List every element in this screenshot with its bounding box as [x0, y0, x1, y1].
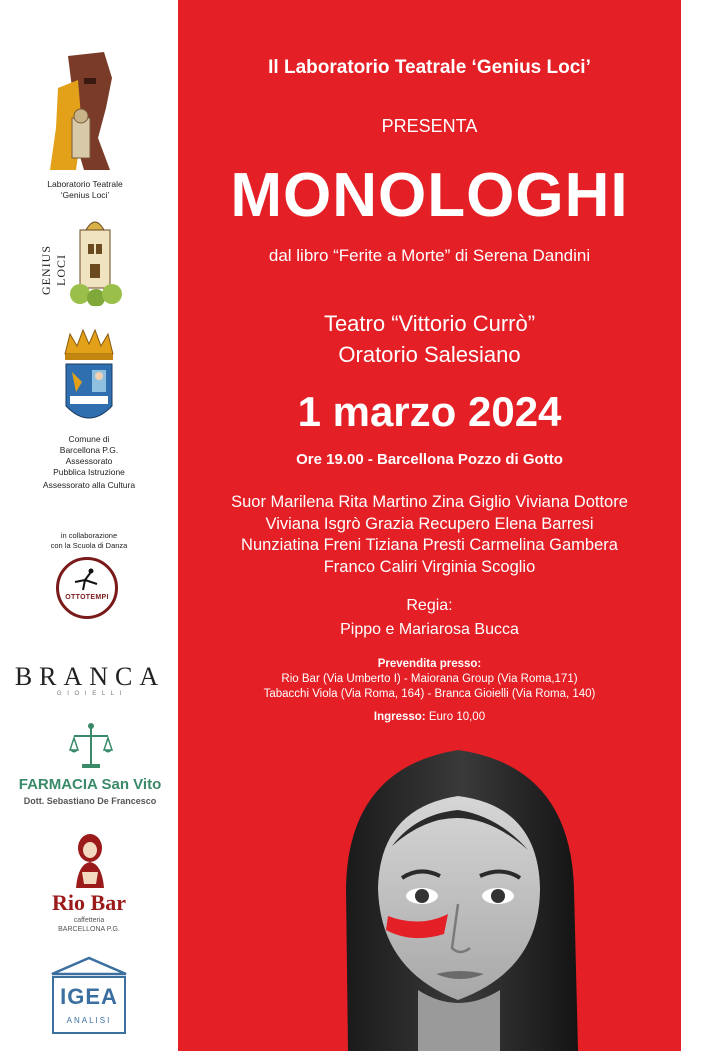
comune-crest-icon [62, 326, 116, 430]
event-title: MONOLOGHI [230, 161, 629, 230]
pharmacy-scales-icon [68, 722, 114, 770]
genius-caption-line2: ‘Genius Loci’ [60, 190, 110, 200]
collab-line1: in collaborazione [60, 531, 118, 540]
riobar-figure-icon [68, 832, 112, 888]
presenta-label: PRESENTA [381, 116, 478, 136]
comune-line2: Barcellona P.G. [59, 445, 119, 455]
branca-subtitle: G I O I E L L I [56, 691, 124, 697]
event-subtitle: dal libro “Ferite a Morte” di Serena Dandini [268, 246, 591, 265]
sponsor-sidebar [0, 0, 178, 1051]
dancer-icon [73, 568, 101, 592]
ottotempi-text: OTTOTEMPI [65, 594, 109, 601]
igea-box [52, 976, 126, 1034]
event-date: 1 marzo 2024 [297, 388, 562, 435]
event-time-place: Ore 19.00 - Barcellona Pozzo di Gotto [296, 451, 563, 468]
presale-line-2: Tabacchi Viola (Via Roma, 164) - Branca Gioielli (Via Roma, 140) [263, 688, 596, 700]
comune-line5: Assessorato alla Cultura [42, 480, 136, 490]
farmacia-doctor: Dott. Sebastiano De Francesco [23, 796, 157, 806]
branca-logo-text: BRANCA [14, 662, 166, 691]
comune-line1: Comune di [68, 434, 110, 444]
cast-line-2: Viviana Isgrò Grazia Recupero Elena Barresi [265, 514, 594, 533]
entry-label: Ingresso: [373, 711, 426, 723]
collab-line2: con la Scuola di Danza [50, 541, 128, 550]
presale-line-1: Rio Bar (Via Umberto I) - Maiorana Group (Via Roma,171) [281, 673, 578, 685]
direction-label: Regia: [406, 597, 453, 614]
tower-icon [66, 210, 124, 306]
farmacia-name: FARMACIA San Vito [18, 776, 162, 793]
venue-oratory: Oratorio Salesiano [338, 342, 521, 367]
entry-line [178, 711, 681, 723]
comune-line4: Pubblica Istruzione [53, 467, 125, 477]
riobar-name: Rio Bar [52, 890, 126, 915]
presale-label: Prevendita presso: [377, 658, 482, 670]
cast-line-1: Suor Marilena Rita Martino Zina Giglio Viviana Dottore [231, 493, 628, 511]
poster-main-panel [178, 0, 681, 1051]
venue-theatre: Teatro “Vittorio Currò” [323, 311, 536, 336]
igea-temple-icon [50, 956, 128, 976]
genius-loci-vertical-text: GENIUS LOCI [39, 245, 68, 295]
riobar-caffetteria: caffetteria [73, 917, 105, 924]
comune-line3: Assessorato [65, 456, 113, 466]
presenter-line: Il Laboratorio Teatrale ‘Genius Loci’ [268, 57, 591, 78]
genius-caption-line1: Laboratorio Teatrale [47, 179, 123, 189]
riobar-city: BARCELLONA P.G. [58, 926, 120, 933]
genius-loci-mask-logo [46, 48, 126, 173]
ottotempi-logo [56, 557, 118, 619]
igea-analisi: ANALISI [66, 1016, 112, 1025]
cast-line-4: Franco Caliri Virginia Scoglio [323, 557, 536, 576]
igea-text: IGEA [60, 984, 118, 1009]
right-margin [681, 0, 720, 1051]
entry-price: Euro 10,00 [425, 711, 486, 723]
cast-line-3: Nunziatina Freni Tiziana Presti Carmelina Gambera [241, 536, 618, 554]
woman-portrait-image [308, 738, 608, 1051]
direction-names: Pippo e Mariarosa Bucca [340, 621, 519, 638]
